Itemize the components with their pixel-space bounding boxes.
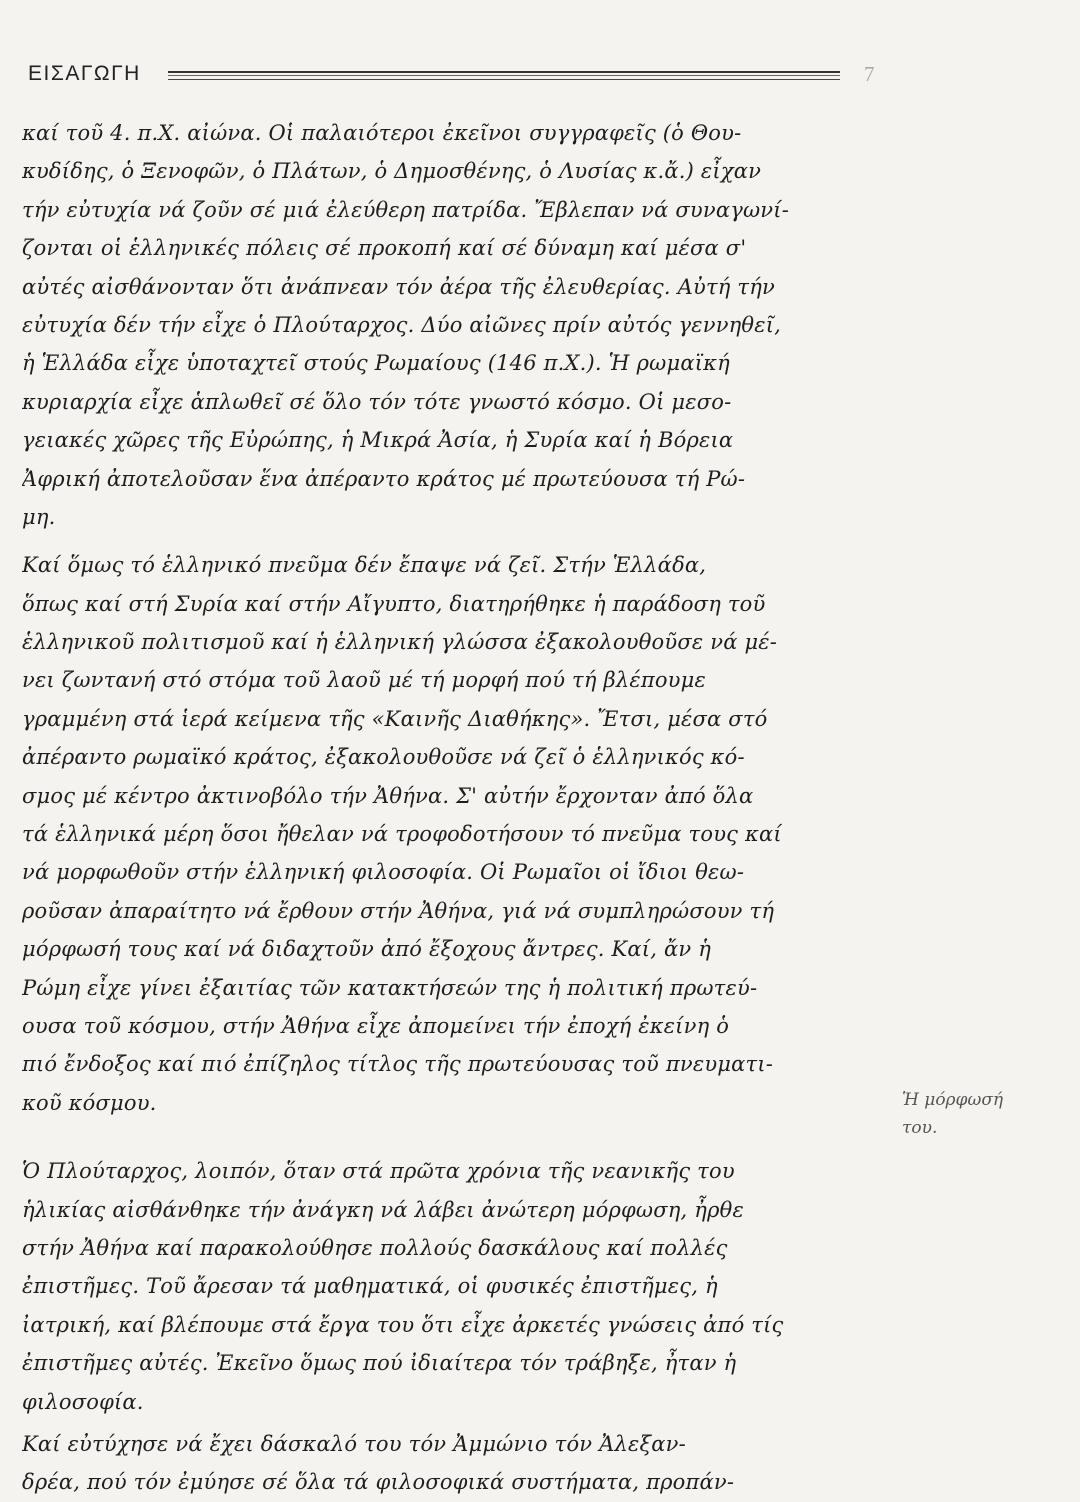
text-line: κυριαρχία εἶχε ἁπλωθεῖ σέ ὅλο τόν τότε γνωστό κόσμο. Οἱ μεσο- [22,389,732,414]
text-line: ροῦσαν ἀπαραίτητο νά ἔρθουν στήν Ἀθήνα, γιά νά συμπληρώσουν τή [22,898,775,923]
margin-note-line: Ἡ μόρφωσή [902,1090,1004,1110]
paragraph-2 [22,546,842,1122]
text-line: Ἀφρική ἀποτελοῦσαν ἕνα ἀπέραντο κράτος μέ πρωτεύουσα τή Ρώ- [22,466,746,491]
paragraph-1 [22,114,842,536]
text-line: ἡλικίας αἰσθάνθηκε τήν ἀνάγκη νά λάβει ἀνώτερη μόρφωση, ἦρθε [22,1197,744,1222]
text-line: μη. [22,504,56,529]
text-line: ἰατρική, καί βλέπουμε στά ἔργα του ὅτι εἶχε ἀρκετές γνώσεις ἀπό τίς [22,1312,784,1337]
text-line: σμος μέ κέντρο ἀκτινοβόλο τήν Ἀθήνα. Σ' αὐτήν ἔρχονταν ἀπό ὅλα [22,783,754,808]
text-line: κυδίδης, ὁ Ξενοφῶν, ὁ Πλάτων, ὁ Δημοσθένης, ὁ Λυσίας κ.ἄ.) εἶχαν [22,159,762,184]
text-line: ἐπιστῆμες. Τοῦ ἄρεσαν τά μαθηματικά, οἱ φυσικές ἐπιστῆμες, ἡ [22,1274,718,1299]
text-line: μόρφωσή τους καί νά διδαχτοῦν ἀπό ἔξοχους ἄντρες. Καί, ἄν ἡ [22,937,711,962]
text-line: γειακές χῶρες τῆς Εὐρώπης, ἡ Μικρά Ἀσία, ἡ Συρία καί ἡ Βόρεια [22,428,734,453]
text-line: Καί ὅμως τό ἑλληνικό πνεῦμα δέν ἔπαψε νά ζεῖ. Στήν Ἑλλάδα, [22,553,707,578]
page-number: 7 [864,62,875,86]
text-line: Ρώμη εἶχε γίνει ἐξαιτίας τῶν κατακτήσεών της ἡ πολιτική πρωτεύ- [22,975,758,1000]
paragraph-3 [22,1152,842,1421]
text-line: ὅπως καί στή Συρία καί στήν Αἴγυπτο, διατηρήθηκε ἡ παράδοση τοῦ [22,591,766,616]
main-text [22,114,842,1502]
text-line: τά ἑλληνικά μέρη ὅσοι ἤθελαν νά τροφοδοτήσουν τό πνεῦμα τους καί [22,822,782,847]
text-line: δρέα, πού τόν ἐμύησε σέ ὅλα τά φιλοσοφικά συστήματα, προπάν- [22,1470,735,1495]
text-line: Ὁ Πλούταρχος, λοιπόν, ὅταν στά πρῶτα χρόνια τῆς νεανικῆς του [22,1159,735,1184]
text-line: νά μορφωθοῦν στήν ἑλληνική φιλοσοφία. Οἱ Ρωμαῖοι οἱ ἴδιοι θεω- [22,860,745,885]
text-line: ουσα τοῦ κόσμου, στήν Ἀθήνα εἶχε ἀπομείνει τήν ἐποχή ἐκείνη ὁ [22,1013,730,1038]
text-line: φιλοσοφία. [22,1389,144,1414]
text-line: νει ζωντανή στό στόμα τοῦ λαοῦ μέ τή μορφή πού τή βλέπουμε [22,668,706,693]
text-line: ἡ Ἑλλάδα εἶχε ὑποταχτεῖ στούς Ρωμαίους (146 π.Χ.). Ἡ ρωμαϊκή [22,351,730,376]
margin-note [902,1086,1062,1142]
text-line: τήν εὐτυχία νά ζοῦν σέ μιά ἐλεύθερη πατρίδα. Ἔβλεπαν νά συναγωνί- [22,197,789,222]
text-line: καί τοῦ 4. π.Χ. αἰώνα. Οἱ παλαιότεροι ἐκεῖνοι συγγραφεῖς (ὁ Θου- [22,121,742,145]
margin-note-line: του. [902,1118,938,1138]
text-line: πιό ἔνδοξος καί πιό ἐπίζηλος τίτλος τῆς πρωτεύουσας τοῦ πνευματι- [22,1052,774,1077]
text-line: κοῦ κόσμου. [22,1090,157,1115]
text-line: αὐτές αἰσθάνονταν ὅτι ἀνάπνεαν τόν ἀέρα τῆς ἐλευθερίας. Αὐτή τήν [22,274,775,299]
text-line: γραμμένη στά ἱερά κείμενα τῆς «Καινῆς Διαθήκης». Ἔτσι, μέσα στό [22,706,768,731]
text-line: ζονται οἱ ἑλληνικές πόλεις σέ προκοπή καί σέ δύναμη καί μέσα σ' [22,236,747,261]
running-head-title: ΕΙΣΑΓΩΓΗ [28,62,141,85]
text-line: Καί εὐτύχησε νά ἔχει δάσκαλό του τόν Ἀμμώνιο τόν Ἀλεξαν- [22,1431,686,1456]
running-header [28,62,875,88]
text-line: ἐπιστῆμες αὐτές. Ἐκεῖνο ὅμως πού ἰδιαίτερα τόν τράβηξε, ἦταν ἡ [22,1351,737,1376]
paragraph-4 [22,1425,842,1502]
text-line: ἑλληνικοῦ πολιτισμοῦ καί ἡ ἑλληνική γλώσσα ἐξακολουθοῦσε νά μέ- [22,630,778,655]
text-line: εὐτυχία δέν τήν εἶχε ὁ Πλούταρχος. Δύο αἰῶνες πρίν αὐτός γεννηθεῖ, [22,312,782,337]
header-rule [168,71,840,80]
text-line: στήν Ἀθήνα καί παρακολούθησε πολλούς δασκάλους καί πολλές [22,1235,728,1260]
text-line: ἀπέραντο ρωμαϊκό κράτος, ἐξακολουθοῦσε νά ζεῖ ὁ ἑλληνικός κό- [22,745,745,770]
